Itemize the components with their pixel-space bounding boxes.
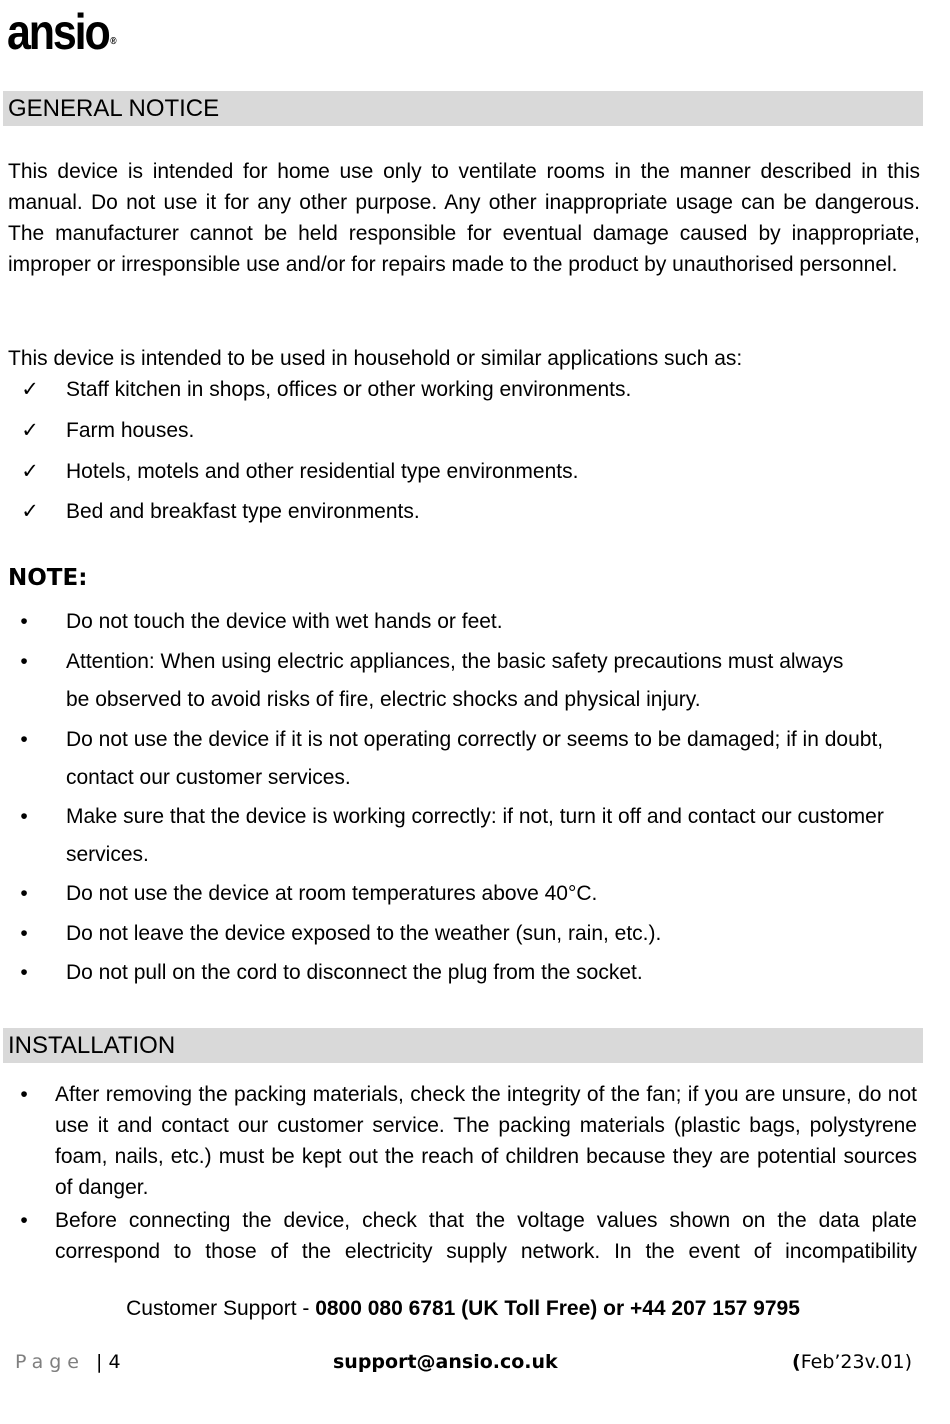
document-version	[792, 1346, 912, 1378]
checklist-text: Staff kitchen in shops, offices or other working environments.	[66, 378, 632, 401]
bullet-icon: •	[20, 650, 28, 673]
version-text: Feb’23v.01)	[800, 1351, 912, 1373]
note-text: Do not pull on the cord to disconnect the plug from the socket.	[66, 961, 643, 984]
bullet-icon: •	[20, 1209, 28, 1232]
note-text: Do not use the device at room temperatures above 40°C.	[66, 882, 598, 905]
installation-text: After removing the packing materials, check the integrity of the fan; if you are unsure, do not use it and contact our customer service. The packing materials (plastic bags, polystyrene foam, nails, etc.) must be kept out the reach of children because they are potential sources of danger.	[55, 1083, 917, 1199]
bullet-icon: •	[20, 961, 28, 984]
bullet-icon: •	[20, 728, 28, 751]
checklist-text: Hotels, motels and other residential type environments.	[66, 460, 579, 483]
bullet-icon: •	[20, 882, 28, 905]
note-text: Make sure that the device is working correctly: if not, turn it off and contact our customer services.	[66, 805, 884, 866]
general-notice-paragraph: This device is intended for home use only to ventilate rooms in the manner described in this manual. Do not use it for any other purpose. Any other inappropriate usage can be dangerous. The manufacturer cannot be held responsible for eventual damage caused by inappropriate, improper or irresponsible use and/or for repairs made to the product by unauthorised personnel.	[8, 160, 920, 276]
checklist-text: Farm houses.	[66, 419, 195, 442]
note-text: Attention: When using electric appliances, the basic safety precautions must always be observed to avoid risks of fire, electric shocks and physical injury.	[66, 650, 844, 711]
page-number: | 4	[96, 1351, 121, 1373]
section-heading-general-notice: GENERAL NOTICE	[3, 91, 923, 126]
support-email: support@ansio.co.uk	[333, 1351, 558, 1373]
version-paren: (	[792, 1351, 801, 1373]
note-text: Do not use the device if it is not operating correctly or seems to be damaged; if in doubt, contact our customer services.	[66, 728, 884, 789]
bullet-icon: •	[20, 1083, 28, 1106]
note-text: Do not leave the device exposed to the weather (sun, rain, etc.).	[66, 922, 662, 945]
checklist-text: Bed and breakfast type environments.	[66, 500, 420, 523]
brand-logo	[7, 4, 115, 60]
checkmark-icon: ✓	[21, 500, 39, 523]
bullet-icon: •	[20, 922, 28, 945]
checkmark-icon: ✓	[21, 460, 39, 483]
customer-support-line	[0, 1294, 926, 1324]
bullet-icon: •	[20, 610, 28, 633]
bullet-icon: •	[20, 805, 28, 828]
section-heading-installation: INSTALLATION	[3, 1028, 923, 1063]
page-label: Page	[15, 1351, 85, 1373]
usage-intro: This device is intended to be used in household or similar applications such as:	[8, 347, 743, 370]
checkmark-icon: ✓	[21, 378, 39, 401]
page-footer	[0, 1346, 950, 1378]
checkmark-icon: ✓	[21, 419, 39, 442]
support-numbers: 0800 080 6781 (UK Toll Free) or +44 207 157 9795	[315, 1297, 800, 1320]
support-prefix: Customer Support -	[126, 1297, 316, 1320]
registered-mark: ®	[110, 36, 117, 47]
note-text: Do not touch the device with wet hands or feet.	[66, 610, 503, 633]
installation-text: Before connecting the device, check that the voltage values shown on the data plate correspond to those of the electricity supply network. In the event of incompatibility	[55, 1209, 917, 1263]
logo-text: ansio	[7, 4, 109, 60]
note-heading: NOTE:	[8, 565, 88, 591]
